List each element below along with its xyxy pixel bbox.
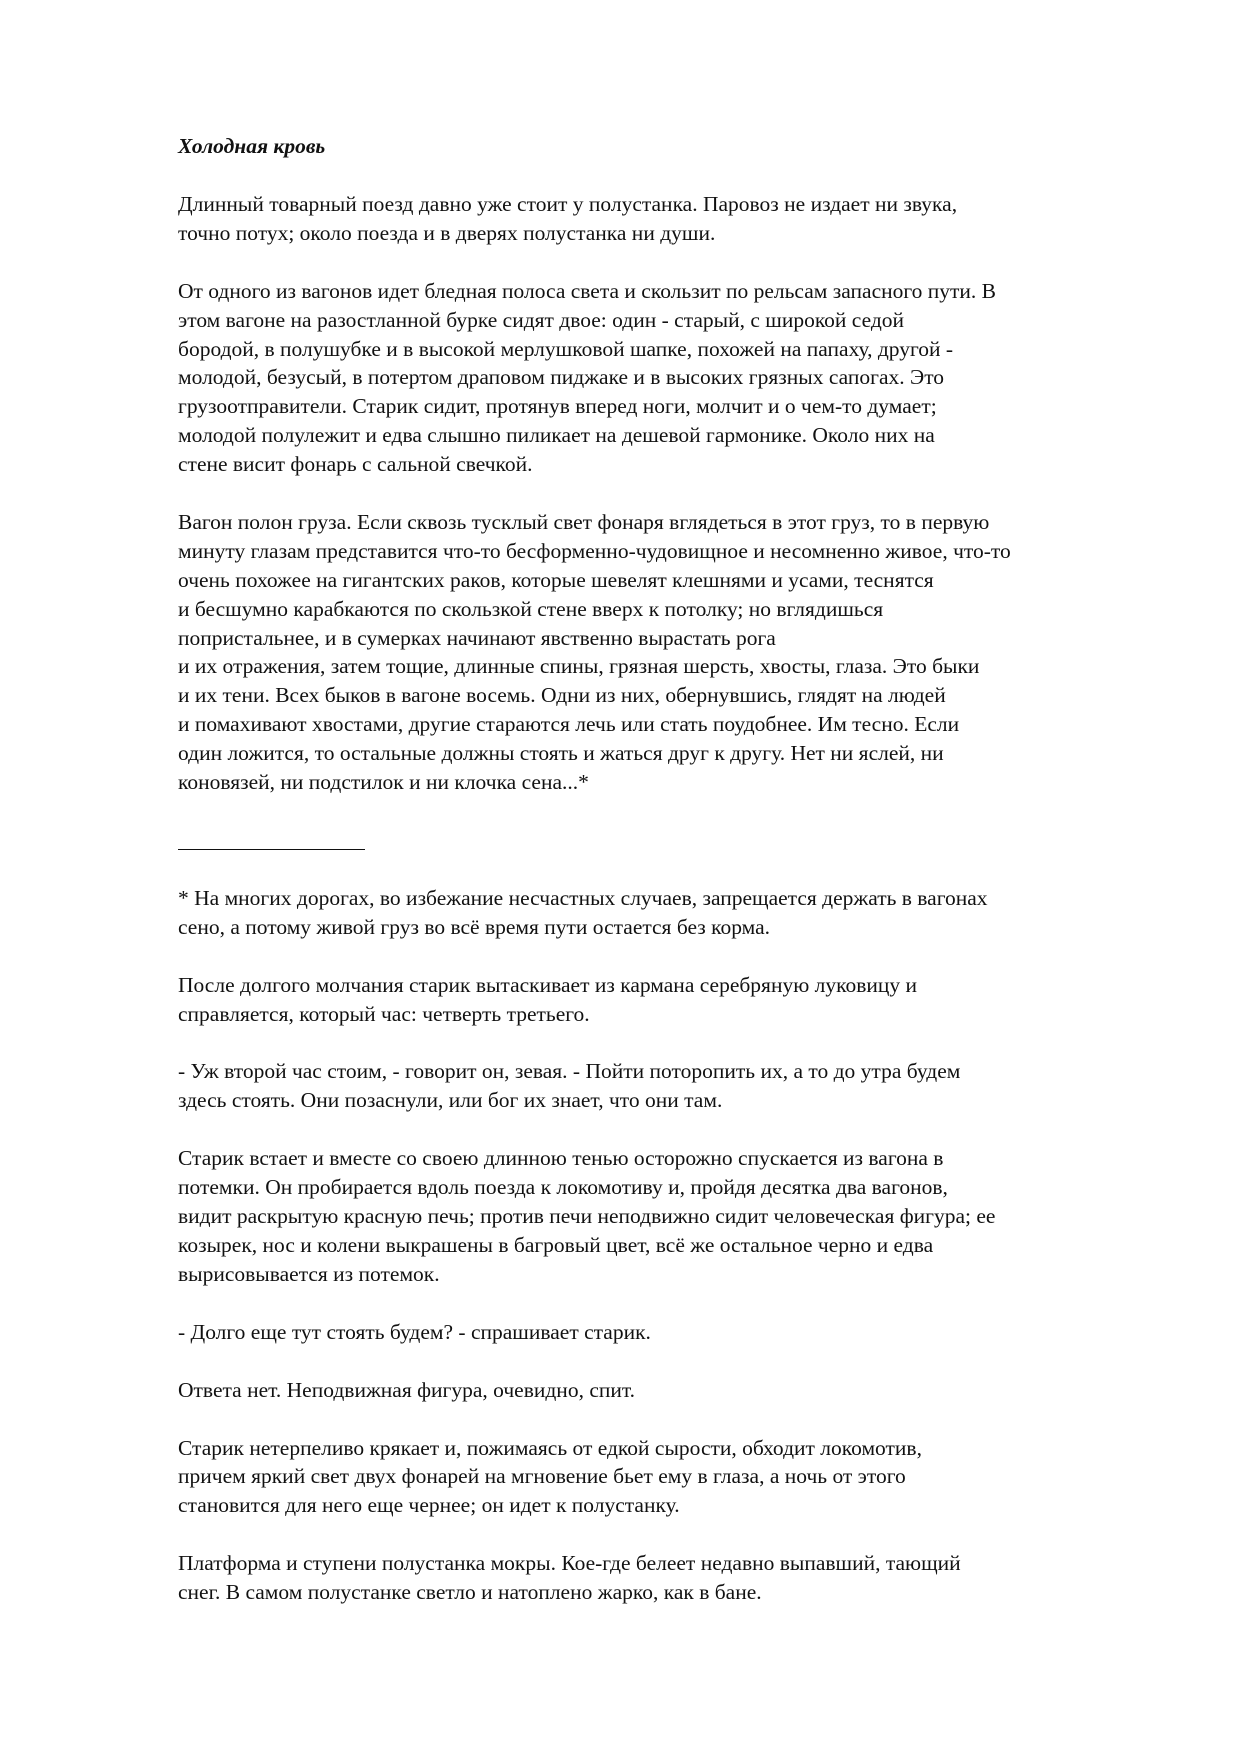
paragraph-line: Старик нетерпеливо крякает и, пожимаясь от едкой сырости, обходит локомотив, bbox=[178, 1435, 922, 1460]
paragraph bbox=[178, 971, 1178, 1029]
paragraph-line: Старик встает и вместе со своею длинною тенью осторожно спускается из вагона в bbox=[178, 1146, 944, 1171]
paragraph-line: видит раскрытую красную печь; против печи неподвижно сидит человеческая фигура; ее bbox=[178, 1204, 996, 1229]
footnote bbox=[178, 884, 1178, 942]
paragraph-line: точно потух; около поезда и в дверях полустанка ни души. bbox=[178, 220, 716, 245]
paragraph-line: козырек, нос и колени выкрашены в багровый цвет, всё же остальное черно и едва bbox=[178, 1232, 934, 1257]
paragraph-line: Платформа и ступени полустанка мокры. Кое-где белеет недавно выпавший, тающий bbox=[178, 1551, 961, 1576]
paragraph-line: - Долго еще тут стоять будем? - спрашивает старик. bbox=[178, 1319, 651, 1344]
paragraph-line: грузоотправители. Старик сидит, протянув вперед ноги, молчит и о чем-то думает; bbox=[178, 394, 937, 419]
footnote-line: сено, а потому живой груз во всё время пути остается без корма. bbox=[178, 914, 771, 939]
paragraph-line: и помахивают хвостами, другие стараются лечь или стать поудобнее. Им тесно. Если bbox=[178, 712, 960, 737]
paragraph bbox=[178, 1144, 1178, 1288]
paragraph-line: молодой, безусый, в потертом драповом пиджаке и в высоких грязных сапогах. Это bbox=[178, 365, 945, 390]
footnote-line: * На многих дорогах, во избежание несчастных случаев, запрещается держать в вагонах bbox=[178, 885, 988, 910]
paragraph-line: После долгого молчания старик вытаскивает из кармана серебряную луковицу и bbox=[178, 972, 918, 997]
paragraph-line: и их тени. Всех быков в вагоне восемь. Одни из них, обернувшись, глядят на людей bbox=[178, 683, 946, 708]
paragraph-line: От одного из вагонов идет бледная полоса света и скользит по рельсам запасного пути. В bbox=[178, 278, 997, 303]
body-text-before-footnote bbox=[178, 190, 1178, 797]
paragraph bbox=[178, 508, 1178, 797]
paragraph-line: снег. В самом полустанке светло и натоплено жарко, как в бане. bbox=[178, 1580, 762, 1605]
paragraph-line: потемки. Он пробирается вдоль поезда к локомотиву и, пройдя десятка два вагонов, bbox=[178, 1175, 948, 1200]
footnote-separator bbox=[178, 826, 1178, 855]
paragraph-line: минуту глазам представится что-то бесформенно-чудовищное и несомненно живое, что-то bbox=[178, 538, 1011, 563]
body-text-after-footnote bbox=[178, 971, 1178, 1607]
paragraph-line: Вагон полон груза. Если сквозь тусклый свет фонаря вглядеться в этот груз, то в первую bbox=[178, 510, 990, 535]
paragraph-line: и их отражения, затем тощие, длинные спины, грязная шерсть, хвосты, глаза. Это быки bbox=[178, 654, 980, 679]
paragraph-line: справляется, который час: четверть третьего. bbox=[178, 1001, 590, 1026]
footnote-rule bbox=[178, 849, 365, 850]
paragraph bbox=[178, 190, 1178, 248]
document-page bbox=[178, 132, 1178, 1636]
paragraph-line: Длинный товарный поезд давно уже стоит у полустанка. Паровоз не издает ни звука, bbox=[178, 192, 958, 216]
paragraph-line: попристальнее, и в сумерках начинают явственно вырастать рога bbox=[178, 625, 776, 650]
paragraph-line: бородой, в полушубке и в высокой мерлушковой шапке, похожей на папаху, другой - bbox=[178, 336, 954, 361]
paragraph bbox=[178, 1549, 1178, 1607]
paragraph-line: один ложится, то остальные должны стоять и жаться друг к другу. Нет ни яслей, ни bbox=[178, 741, 944, 766]
paragraph bbox=[178, 277, 1178, 479]
paragraph-line: становится для него еще чернее; он идет к полустанку. bbox=[178, 1493, 680, 1518]
paragraph bbox=[178, 1434, 1178, 1521]
paragraph-line: - Уж второй час стоим, - говорит он, зевая. - Пойти поторопить их, а то до утра будем bbox=[178, 1059, 961, 1084]
paragraph-line: стене висит фонарь с сальной свечкой. bbox=[178, 452, 533, 477]
paragraph-line: Ответа нет. Неподвижная фигура, очевидно, спит. bbox=[178, 1377, 636, 1402]
paragraph-line: причем яркий свет двух фонарей на мгновение бьет ему в глаза, а ночь от этого bbox=[178, 1464, 906, 1489]
paragraph-line: этом вагоне на разостланной бурке сидят двое: один - старый, с широкой седой bbox=[178, 307, 905, 332]
paragraph-line: вырисовывается из потемок. bbox=[178, 1261, 440, 1286]
paragraph bbox=[178, 1057, 1178, 1115]
paragraph bbox=[178, 1376, 1178, 1405]
paragraph-line: молодой полулежит и едва слышно пиликает на дешевой гармонике. Около них на bbox=[178, 423, 935, 448]
paragraph-line: очень похожее на гигантских раков, которые шевелят клешнями и усами, теснятся bbox=[178, 567, 934, 592]
paragraph-line: здесь стоять. Они позаснули, или бог их знает, что они там. bbox=[178, 1088, 723, 1113]
paragraph-line: и бесшумно карабкаются по скользкой стене вверх к потолку; но вглядишься bbox=[178, 596, 884, 621]
story-title: Холодная кровь bbox=[178, 134, 326, 158]
paragraph bbox=[178, 1318, 1178, 1347]
paragraph-line: коновязей, ни подстилок и ни клочка сена...* bbox=[178, 770, 589, 795]
